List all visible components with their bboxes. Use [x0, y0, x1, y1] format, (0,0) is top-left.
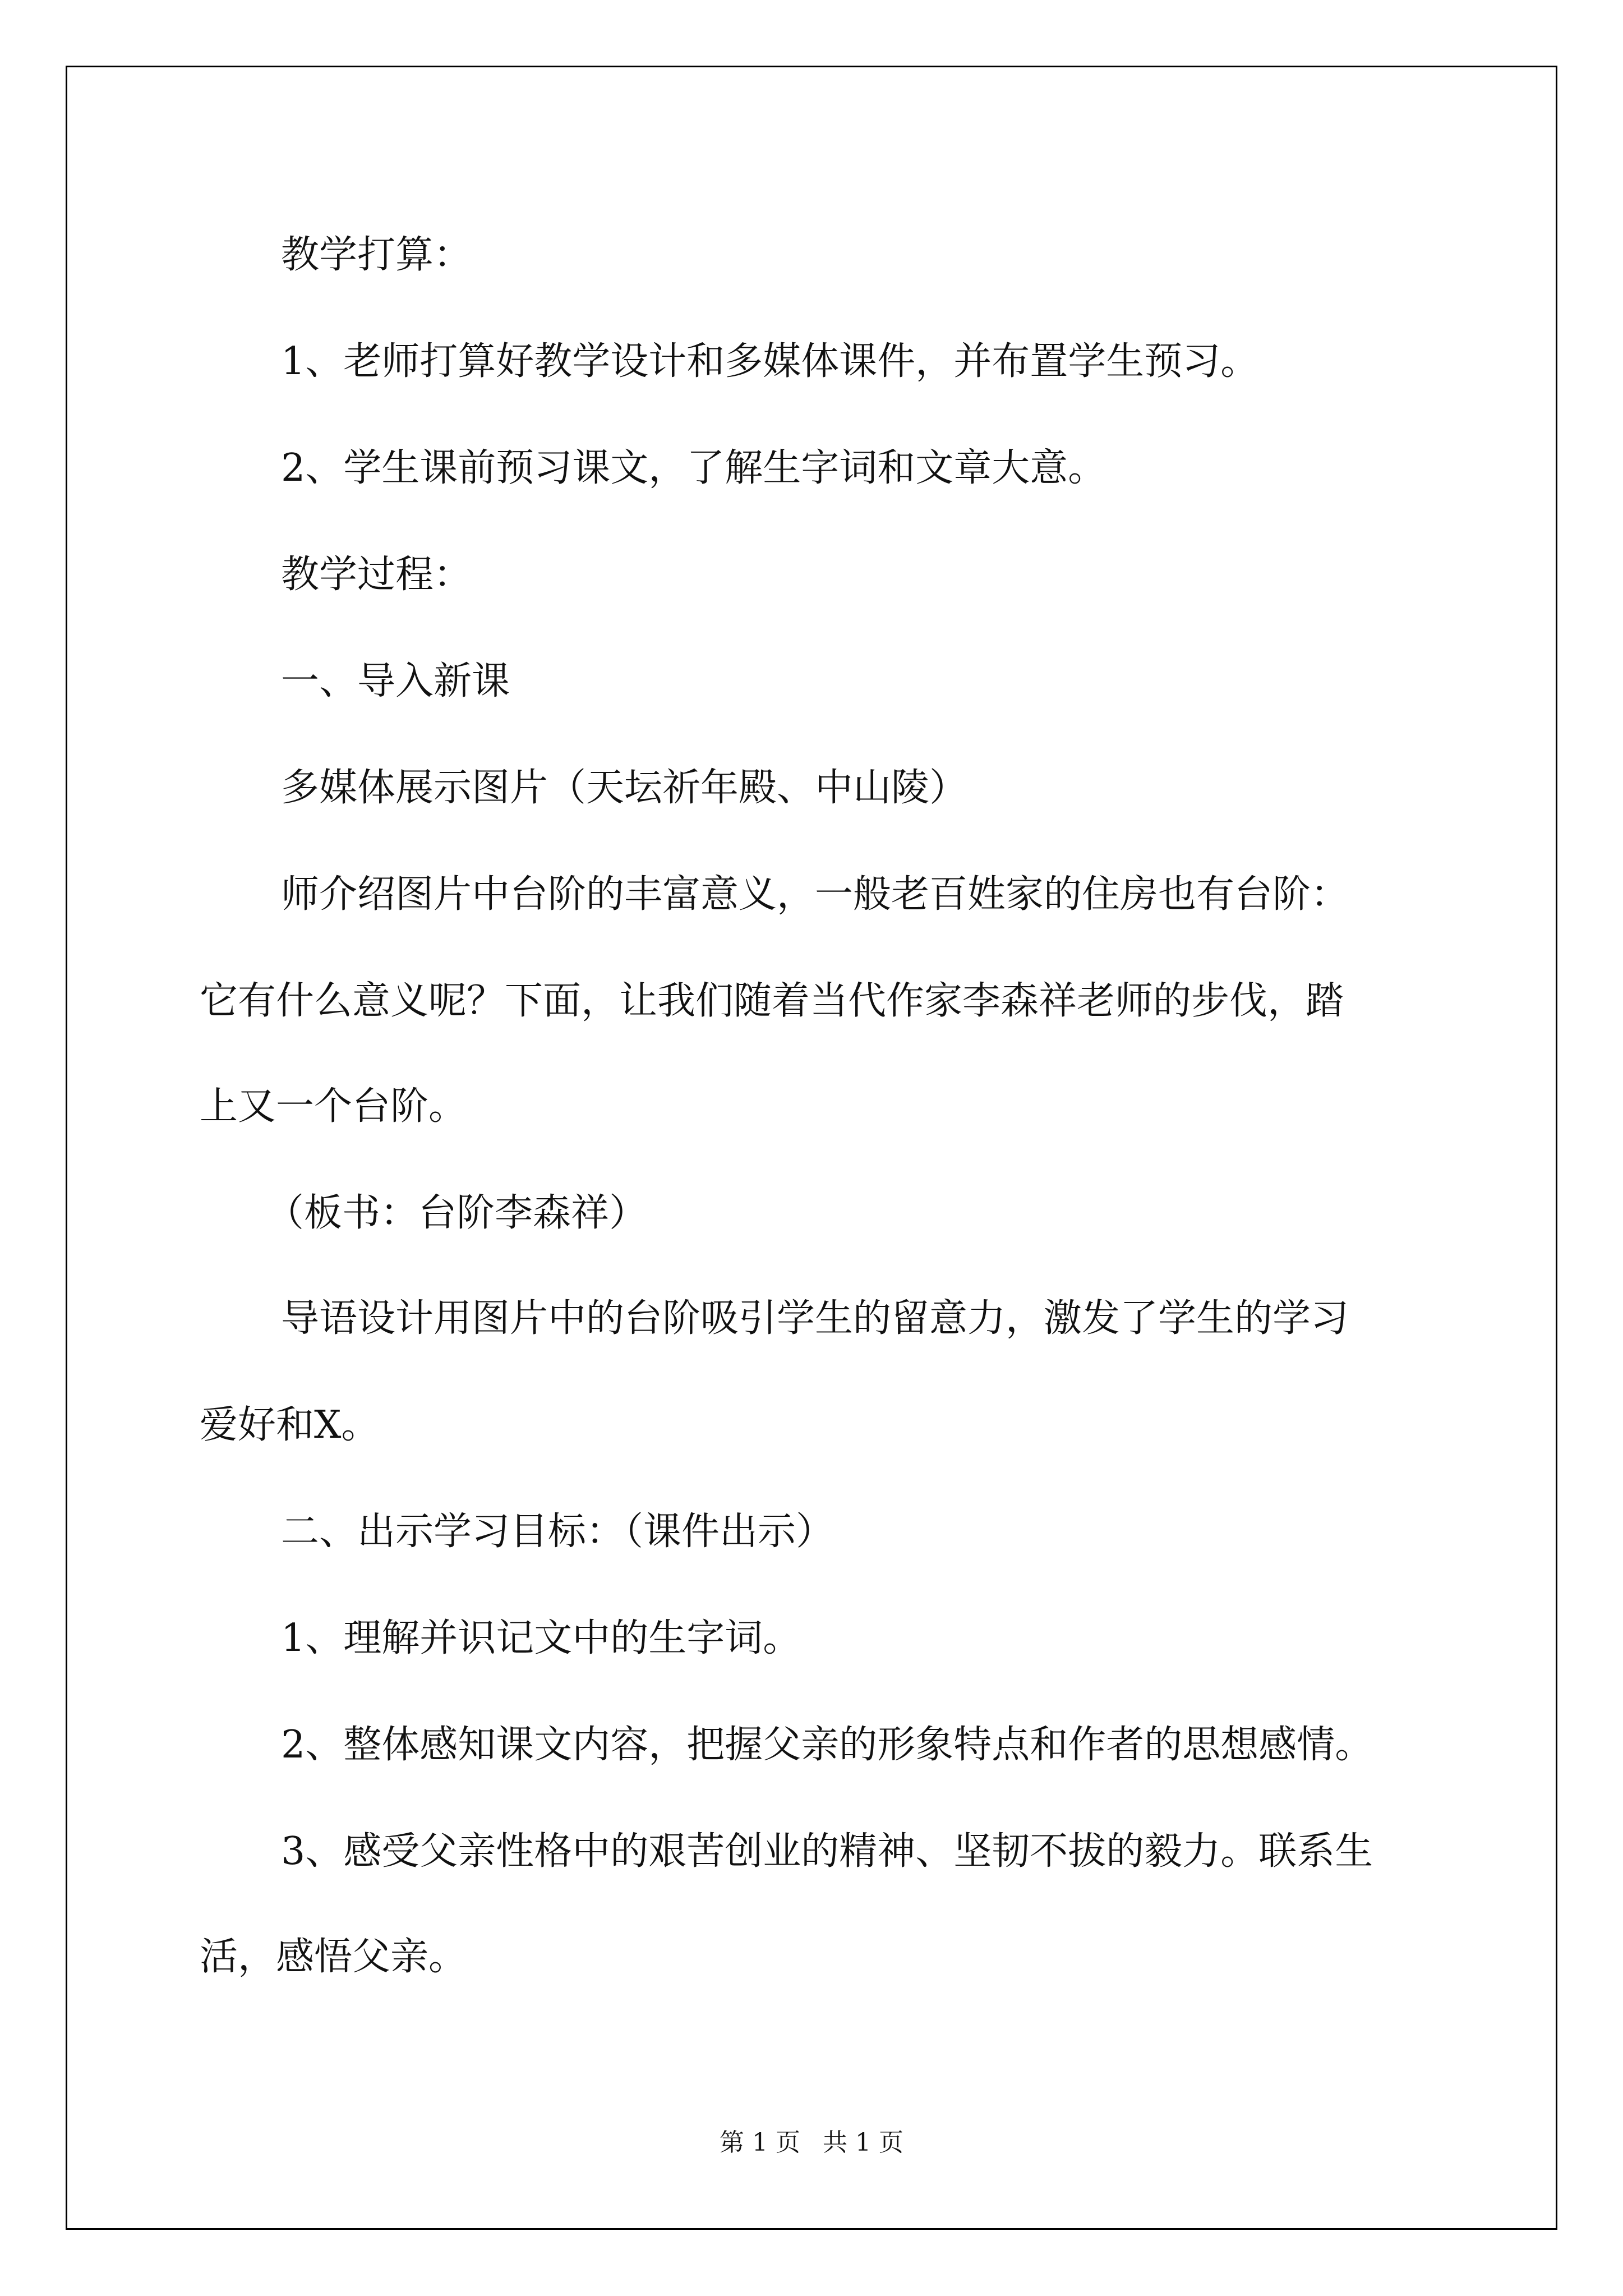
paragraph-continuation: 爱好和X。 [200, 1403, 380, 1447]
paragraph: 1、老师打算好教学设计和多媒体课件，并布置学生预习。 [281, 339, 1259, 384]
list-item: 3、感受父亲性格中的艰苦创业的精神、坚韧不拔的毅力。联系生 [281, 1829, 1373, 1874]
blackboard-note: （板书：台阶李森祥） [266, 1191, 648, 1235]
paragraph-continuation: 上又一个台阶。 [200, 1084, 467, 1129]
section-heading-preparation: 教学打算： [281, 233, 472, 277]
page-footer [0, 2126, 1623, 2160]
paragraph: 2、学生课前预习课文，了解生字词和文章大意。 [281, 446, 1106, 490]
subsection-heading: 二、出示学习目标：（课件出示） [281, 1510, 834, 1554]
list-item: 2、整体感知课文内容，把握父亲的形象特点和作者的思想感情。 [281, 1723, 1373, 1767]
page-total: 共 1 页 [823, 2128, 903, 2157]
list-item-continuation: 活，感悟父亲。 [200, 1935, 467, 1979]
section-heading-process: 教学过程： [281, 553, 472, 597]
paragraph: 多媒体展示图片（天坛祈年殿、中山陵） [281, 766, 968, 810]
subsection-heading: 一、导入新课 [281, 659, 510, 703]
paragraph-continuation: 它有什么意义呢？下面，让我们随着当代作家李森祥老师的步伐，踏 [200, 979, 1344, 1023]
page-number: 第 1 页 [720, 2128, 800, 2157]
paragraph: 师介绍图片中台阶的丰富意义，一般老百姓家的住房也有台阶： [281, 872, 1349, 917]
page-border [66, 66, 1557, 2230]
list-item: 1、理解并识记文中的生字词。 [281, 1616, 801, 1660]
paragraph: 导语设计用图片中的台阶吸引学生的留意力，激发了学生的学习 [281, 1296, 1349, 1341]
